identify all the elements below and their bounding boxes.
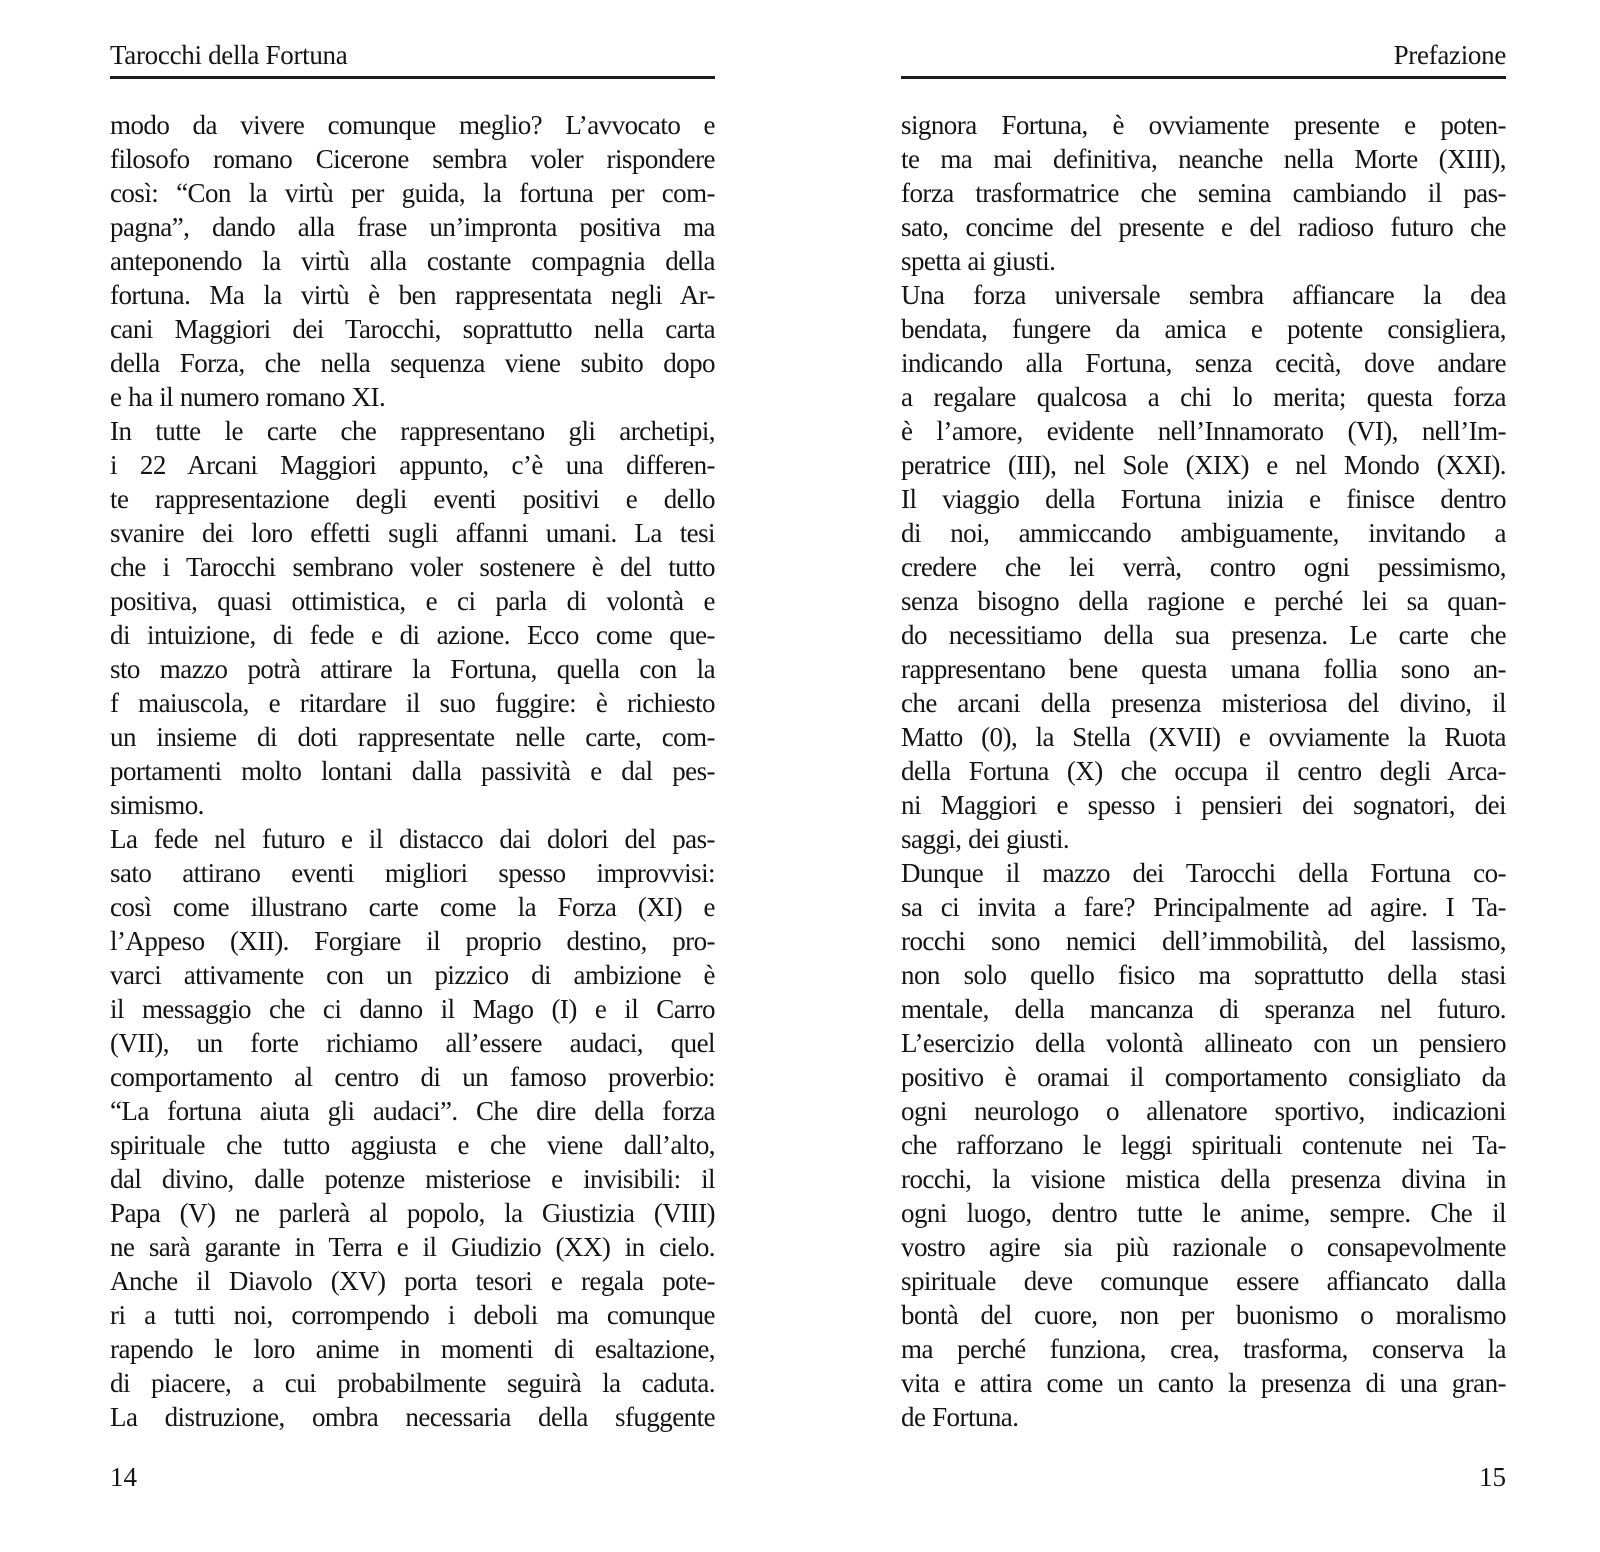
page-right [901,40,1506,1494]
text-line: della Fortuna (X) che occupa il centro degli Arca- [901,756,1506,786]
text-line: ni Maggiori e spesso i pensieri dei sognatori, dei [901,790,1506,820]
text-line: f maiuscola, e ritardare il suo fuggire: è richiesto [110,688,715,718]
text-line: che rafforzano le leggi spirituali contenute nei Ta- [901,1130,1506,1160]
text-line: comportamento al centro di un famoso proverbio: [110,1062,715,1092]
right-page-number: 15 [1479,1462,1506,1492]
text-line: sa ci invita a fare? Principalmente ad agire. I Ta- [901,892,1506,922]
left-page-number: 14 [110,1462,137,1492]
text-line: non solo quello fisico ma soprattutto della stasi [901,960,1506,990]
text-line: La distruzione, ombra necessaria della sfuggente [110,1402,715,1432]
text-line: sto mazzo potrà attirare la Fortuna, quella con la [110,654,715,684]
text-line: modo da vivere comunque meglio? L’avvocato e [110,110,715,140]
left-running-head: Tarocchi della Fortuna [110,40,348,70]
text-line: della Forza, che nella sequenza viene subito dopo [110,348,715,378]
text-line: è l’amore, evidente nell’Innamorato (VI), nell’Im- [901,416,1506,446]
text-line: un insieme di doti rappresentate nelle carte, com- [110,722,715,752]
text-line: anteponendo la virtù alla costante compagnia della [110,246,715,276]
text-line: sato attirano eventi migliori spesso improvvisi: [110,858,715,888]
text-line: di noi, ammiccando ambiguamente, invitando a [901,518,1506,548]
text-line: così come illustrano carte come la Forza (XI) e [110,892,715,922]
text-line: rocchi sono nemici dell’immobilità, del lassismo, [901,926,1506,956]
text-line: “La fortuna aiuta gli audaci”. Che dire della forza [110,1096,715,1126]
text-line: La fede nel futuro e il distacco dai dolori del pas- [110,824,715,854]
text-line: così: “Con la virtù per guida, la fortuna per com- [110,178,715,208]
text-line: l’Appeso (XII). Forgiare il proprio destino, pro- [110,926,715,956]
right-page-body [901,108,1506,1434]
page-left [110,40,715,1494]
text-line: senza bisogno della ragione e perché lei sa quan- [901,586,1506,616]
text-line: saggi, dei giusti. [901,824,1070,854]
text-line: di intuizione, di fede e di azione. Ecco come que- [110,620,715,650]
text-line: positiva, quasi ottimistica, e ci parla di volontà e [110,586,715,616]
text-line: bendata, fungere da amica e potente consigliera, [901,314,1506,344]
text-line: rocchi, la visione mistica della presenza divina in [901,1164,1506,1194]
text-line: ma perché funziona, crea, trasforma, conserva la [901,1334,1506,1364]
text-line: te ma mai definitiva, neanche nella Morte (XIII), [901,144,1506,174]
text-line: signora Fortuna, è ovviamente presente e poten- [901,110,1506,140]
text-line: do necessitiamo della sua presenza. Le carte che [901,620,1506,650]
text-line: dal divino, dalle potenze misteriose e invisibili: il [110,1164,715,1194]
text-line: forza trasformatrice che semina cambiando il pas- [901,178,1506,208]
text-line: (VII), un forte richiamo all’essere audaci, quel [110,1028,715,1058]
text-line: vita e attira come un canto la presenza di una gran- [901,1368,1506,1398]
text-line: cani Maggiori dei Tarocchi, soprattutto nella carta [110,314,715,344]
right-header-rule [901,76,1506,79]
text-line: Una forza universale sembra affiancare la dea [901,280,1506,310]
text-line: de Fortuna. [901,1402,1019,1432]
text-line: spirituale deve comunque essere affiancato dalla [901,1266,1506,1296]
text-line: Dunque il mazzo dei Tarocchi della Fortuna co- [901,858,1506,888]
left-header-rule [110,76,715,79]
right-running-head: Prefazione [1393,40,1506,70]
text-line: Anche il Diavolo (XV) porta tesori e regala pote- [110,1266,715,1296]
text-line: spetta ai giusti. [901,246,1056,276]
text-line: filosofo romano Cicerone sembra voler rispondere [110,144,715,174]
text-line: positivo è oramai il comportamento consigliato da [901,1062,1506,1092]
text-line: simismo. [110,790,204,820]
left-page-body [110,108,715,1434]
text-line: rappresentano bene questa umana follia sono an- [901,654,1506,684]
text-line: ogni neurologo o allenatore sportivo, indicazioni [901,1096,1506,1126]
text-line: In tutte le carte che rappresentano gli archetipi, [110,416,715,446]
text-line: Il viaggio della Fortuna inizia e finisce dentro [901,484,1506,514]
text-line: ogni luogo, dentro tutte le anime, sempre. Che il [901,1198,1506,1228]
text-line: indicando alla Fortuna, senza cecità, dove andare [901,348,1506,378]
text-line: e ha il numero romano XI. [110,382,386,412]
text-line: spirituale che tutto aggiusta e che viene dall’alto, [110,1130,715,1160]
text-line: vostro agire sia più razionale o consapevolmente [901,1232,1506,1262]
text-line: i 22 Arcani Maggiori appunto, c’è una differen- [110,450,715,480]
text-line: rapendo le loro anime in momenti di esaltazione, [110,1334,715,1364]
text-line: varci attivamente con un pizzico di ambizione è [110,960,715,990]
text-line: il messaggio che ci danno il Mago (I) e il Carro [110,994,715,1024]
text-line: che arcani della presenza misteriosa del divino, il [901,688,1506,718]
text-line: ne sarà garante in Terra e il Giudizio (XX) in cielo. [110,1232,715,1262]
text-line: portamenti molto lontani dalla passività e dal pes- [110,756,715,786]
text-line: bontà del cuore, non per buonismo o moralismo [901,1300,1506,1330]
text-line: di piacere, a cui probabilmente seguirà la caduta. [110,1368,715,1398]
text-line: credere che lei verrà, contro ogni pessimismo, [901,552,1506,582]
text-line: sato, concime del presente e del radioso futuro che [901,212,1506,242]
text-line: che i Tarocchi sembrano voler sostenere è del tutto [110,552,715,582]
text-line: te rappresentazione degli eventi positivi e dello [110,484,715,514]
text-line: svanire dei loro effetti sugli affanni umani. La tesi [110,518,715,548]
text-line: pagna”, dando alla frase un’impronta positiva ma [110,212,715,242]
text-line: a regalare qualcosa a chi lo merita; questa forza [901,382,1506,412]
text-line: ri a tutti noi, corrompendo i deboli ma comunque [110,1300,715,1330]
text-line: Papa (V) ne parlerà al popolo, la Giustizia (VIII) [110,1198,715,1228]
text-line: peratrice (III), nel Sole (XIX) e nel Mondo (XXI). [901,450,1506,480]
text-line: L’esercizio della volontà allineato con un pensiero [901,1028,1506,1058]
text-line: mentale, della mancanza di speranza nel futuro. [901,994,1506,1024]
text-line: Matto (0), la Stella (XVII) e ovviamente la Ruota [901,722,1506,752]
text-line: fortuna. Ma la virtù è ben rappresentata negli Ar- [110,280,715,310]
